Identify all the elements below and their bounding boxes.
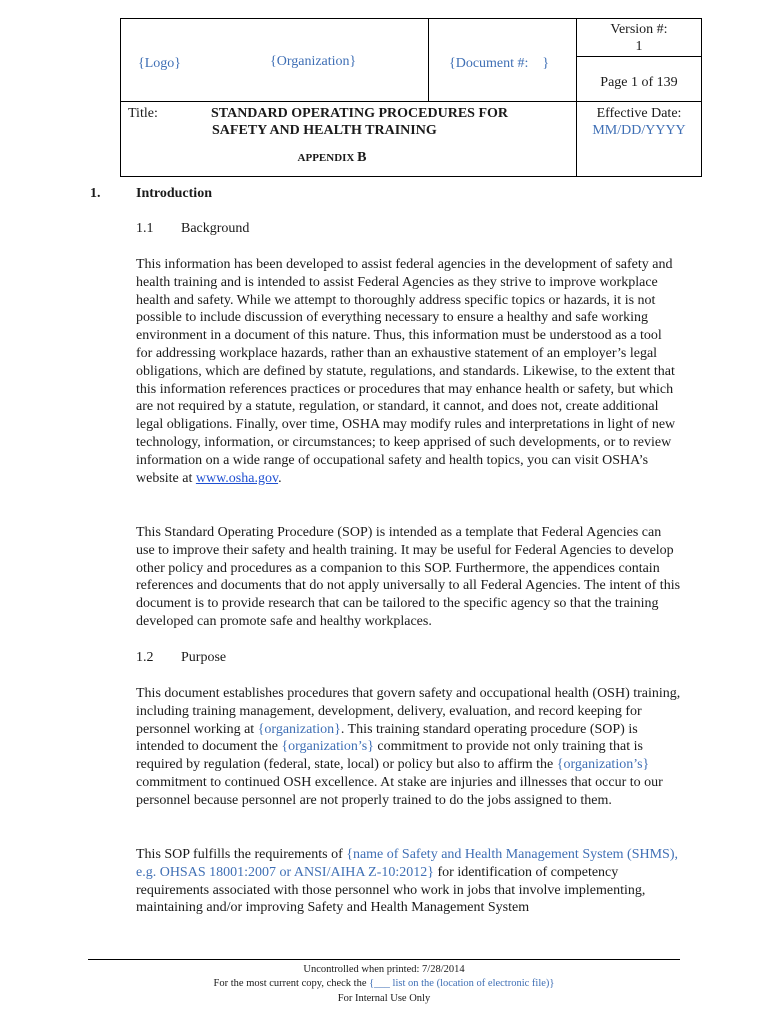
subsection-title: Purpose xyxy=(181,650,227,665)
document-number: {Document #: } xyxy=(449,56,550,71)
purpose-text: . This training standard operating procedure (SOP) is intended to document the xyxy=(136,721,638,755)
appendix-letter: B xyxy=(357,150,367,165)
header-divider xyxy=(428,18,429,101)
page-number: Page 1 of 139 xyxy=(600,75,678,90)
version-label: Version #: xyxy=(610,22,668,37)
shms-text: for identification of competency requirements associated with those personnel who work in jobs that involve implementing, maintaining and/or improving Safety and Health Management System xyxy=(136,864,646,916)
version-value: 1 xyxy=(635,39,643,54)
shms-placeholder: {name of Safety and Health Management System (SHMS), e.g. OHSAS 18001:2007 or ANSI/AIHA Z-10:2012} xyxy=(136,847,678,880)
appendix-prefix: APPENDIX xyxy=(297,152,358,164)
appendix-label xyxy=(212,149,452,167)
sop-intent-paragraph: This Standard Operating Procedure (SOP) is intended as a template that Federal Agencies can use to improve their safety and health training. It may be useful for Federal Agencies to develop other policy and procedures as a companion to this SOP. Furthermore, the appendices contain references and documents that do not apply universally to all Federal Agencies. The intent of this document is to provide research that can be tailored to the specific agency so that the training developed can promote safe and healthy workplaces. xyxy=(136,525,681,629)
subsection-number: 1.2 xyxy=(136,650,154,665)
organization-placeholder: {organization} xyxy=(257,721,341,737)
effective-date-label: Effective Date: xyxy=(596,106,682,121)
footer-printed-note: Uncontrolled when printed: 7/28/2014 xyxy=(303,964,465,975)
section-title: Introduction xyxy=(136,186,212,201)
footer-internal-note: For Internal Use Only xyxy=(337,993,431,1004)
logo-placeholder: {Logo} xyxy=(138,56,181,71)
header-divider xyxy=(576,56,702,57)
purpose-text: This document establishes procedures that govern safety and occupational health (OSH) training, including training management, development, delivery, evaluation, and record keeping for personnel working at xyxy=(136,686,681,737)
document-title-line2: SAFETY AND HEALTH TRAINING xyxy=(212,123,437,138)
subsection-title: Background xyxy=(181,221,250,236)
header-divider xyxy=(120,101,702,102)
section-number: 1. xyxy=(90,186,101,201)
purpose-text: commitment to provide not only training that is required by regulation (federal, state, local) or policy but also to affirm the xyxy=(136,739,643,773)
footer-location-placeholder: {___ list on the (location of electronic file)} xyxy=(369,978,555,989)
background-paragraph xyxy=(136,256,681,487)
shms-paragraph xyxy=(136,846,681,917)
purpose-paragraph xyxy=(136,685,681,810)
background-text: This information has been developed to assist federal agencies in the development of safety and health training and is intended to assist Federal Agencies as they strive to improve workplace health and safety. While we attempt to thoroughly address specific topics or hazards, it is not possible to include discussion of everything necessary to ensure a healthy and safe working environment in a document of this nature. Thus, this information must be understood as a tool for addressing workplace hazards, rather than an exhaustive statement of an employer’s legal obligations, which are defined by statute, regulations, and standards. Likewise, to the extent that this information references practices or procedures that may enhance health or safety, but which are not required by a statute, regulation, or standard, it cannot, and does not, create additional legal obligations. Finally, over time, OSHA may modify rules and interpretations in light of new technology, information, or circumstances; to keep apprised of such developments, or to review information on a wide range of occupational safety and health topics, you can visit OSHA’s website at xyxy=(136,257,676,486)
document-title-line1: STANDARD OPERATING PROCEDURES FOR xyxy=(211,106,509,121)
organization-placeholder: {organization’s} xyxy=(281,739,374,755)
footer-rule xyxy=(88,959,680,960)
purpose-text: commitment to continued OSH excellence. At stake are injuries and illnesses that occur to our personnel because personnel are not properly trained to do the jobs assigned to them. xyxy=(136,774,663,808)
footer-copy-text: For the most current copy, check the xyxy=(213,978,370,989)
footer-copy-note xyxy=(88,977,680,991)
title-label: Title: xyxy=(128,106,158,121)
subsection-number: 1.1 xyxy=(136,221,154,236)
shms-text: This SOP fulfills the requirements of xyxy=(136,847,347,862)
organization-placeholder: {organization’s} xyxy=(556,757,650,773)
background-text-end: . xyxy=(278,470,282,486)
osha-website-link[interactable]: www.osha.gov xyxy=(195,470,279,486)
effective-date-value: MM/DD/YYYY xyxy=(592,123,686,138)
organization-placeholder: {Organization} xyxy=(270,54,357,69)
